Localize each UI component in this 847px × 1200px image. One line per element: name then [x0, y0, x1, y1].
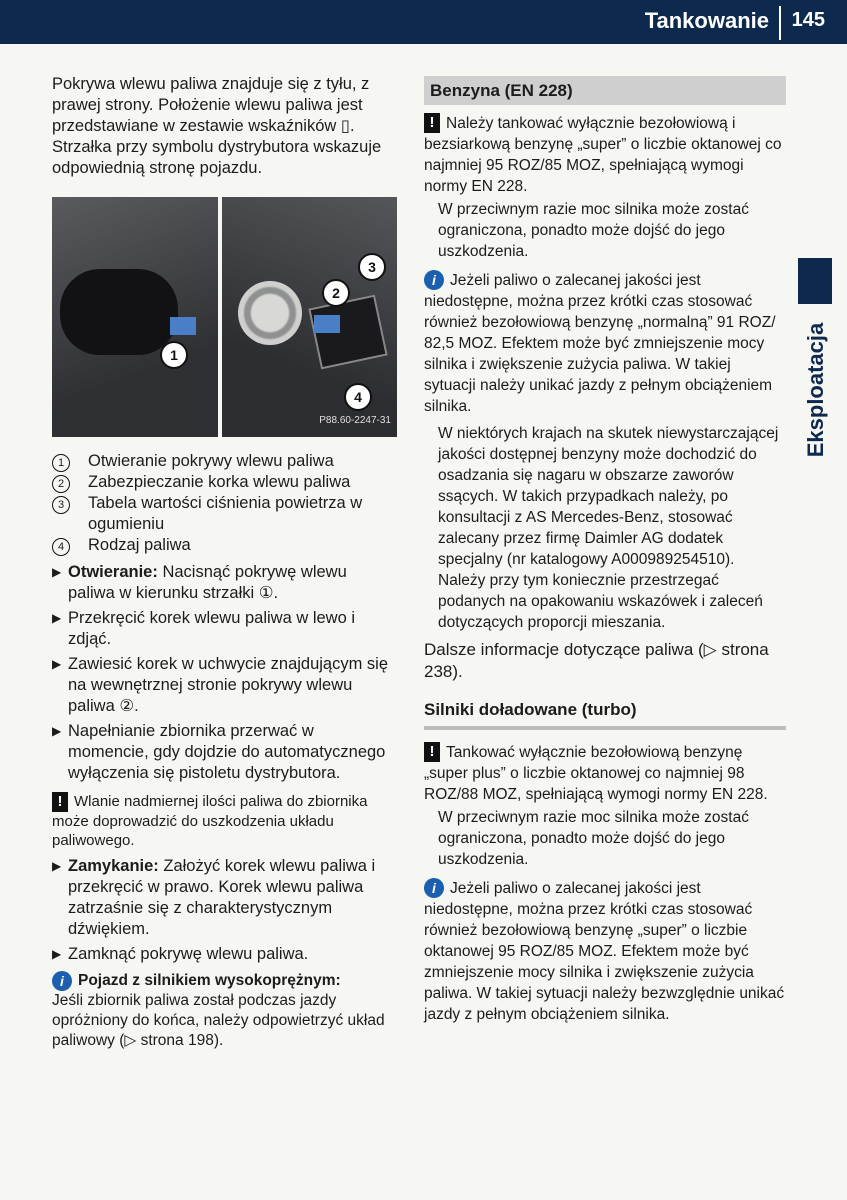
info-note-diesel: i Pojazd z silnikiem wysokoprężnym: Jeśli zbiornik paliwa został podczas jazdy opróżniony do końca, należy odpowietrzyć układ paliwowy (▷ strona 198). [52, 972, 385, 1049]
legend-item: 2 Zabezpieczanie korka wlewu paliwa [52, 472, 397, 493]
intro-text: Pokrywa wlewu paliwa znajduje się z tyłu, z prawej strony. Położenie wlewu paliwa jest przedstawiane w zestawie wskaźników ▯. Strzałka przy symbolu dystrybutora wskazuje odpowiednią stronę pojazdu. [52, 75, 382, 177]
legend-item: 3 Tabela wartości ciśnienia powietrza w ogumieniu [52, 493, 397, 535]
warning-note-cont: W przeciwnym razie moc silnika może zostać ograniczona, ponadto może dojść do jego uszkodzenia. [438, 809, 749, 868]
right-column [424, 76, 786, 1025]
info-note: i Jeżeli paliwo o zalecanej jakości jest niedostępne, można przez krótki czas stosować również bezołowiową benzynę „normalną” 91 ROZ/ 82,5 MOZ. Efektem może być zmniejszenie mocy silnika i zwiększenie zużycia paliwa. W takiej sytuacji należy unikać jazdy z pełnym obciążeniem silnika. [424, 272, 776, 415]
figure-code: P88.60-2247-31 [319, 415, 391, 426]
step-item: ▶ Otwieranie: Nacisnąć pokrywę wlewu paliwa w kierunku strzałki ①. [52, 563, 347, 602]
callout-2: 2 [322, 279, 350, 307]
more-info-text: Dalsze informacje dotyczące paliwa (▷ strona 238). [424, 640, 769, 681]
triangle-bullet-icon: ▶ [52, 657, 62, 671]
triangle-bullet-icon: ▶ [52, 947, 62, 961]
step-item: ▶ Zamknąć pokrywę wlewu paliwa. [52, 945, 309, 963]
warning-note: ! Należy tankować wyłącznie bezołowiową i bezsiarkową benzynę „super” o liczbie oktanowej co najmniej 95 ROZ/85 MOZ, spełniającą wymogi normy EN 228. [424, 114, 782, 195]
info-note: i Jeżeli paliwo o zalecanej jakości jest niedostępne, można przez krótki czas stosować również bezołowiową benzynę „super” o liczbie oktanowej 95 ROZ/85 MOZ. Efektem może być zmniejszenie mocy silnika i zwiększenie zużycia paliwa. W takiej sytuacji należy bezwzględnie unikać jazdy z pełnym obciążeniem silnika. [424, 880, 785, 1023]
triangle-bullet-icon: ▶ [52, 611, 62, 625]
arrow-icon [314, 315, 340, 333]
steps-close [52, 856, 397, 965]
side-tab-marker [798, 258, 832, 304]
fuel-filler-figure [52, 197, 397, 437]
callout-4: 4 [344, 383, 372, 411]
warning-icon: ! [52, 792, 68, 812]
step-item: ▶ Zawiesić korek w uchwycie znajdującym się na wewnętrznej stronie pokrywy wlewu paliwa ②. [52, 655, 389, 715]
warning-note: ! Tankować wyłącznie bezołowiową benzynę „super plus” o liczbie oktanowej co najmniej 98 ROZ/88 MOZ, spełniającą wymogi normy EN 228. [424, 743, 768, 803]
figure-legend [52, 451, 397, 556]
chapter-title: Tankowanie [644, 8, 769, 33]
side-tab-label: Eksploatacja [803, 322, 828, 458]
legend-item: 4 Rodzaj paliwa [52, 535, 397, 556]
page-number: 145 [791, 9, 825, 31]
fuel-flap [60, 269, 178, 355]
triangle-bullet-icon: ▶ [52, 565, 62, 579]
info-note-cont: W niektórych krajach na skutek niewystarczającej jakości dostępnej benzyny może dochodzić do osadzania się nagaru w obszarze zaworów ssących. W takich przypadkach należy, po konsultacji z AS Mercedes-Benz, stosować zalecany przez firmę Daimler AG dodatek specjalny (nr katalogowy A000989254510). Należy przy tym koniecznie przestrzegać podanych na opakowaniu wskazówek i zaleceń dotyczących proporcji mieszania. [438, 425, 779, 631]
callout-1: 1 [160, 341, 188, 369]
info-icon: i [424, 270, 444, 290]
triangle-bullet-icon: ▶ [52, 859, 62, 873]
page-header [0, 0, 847, 44]
warning-note-cont: W przeciwnym razie moc silnika może zostać ograniczona, ponadto może dojść do jego uszkodzenia. [438, 201, 749, 260]
left-column [52, 74, 397, 1051]
section-heading-turbo: Silniki doładowane (turbo) [424, 697, 786, 730]
warning-note: ! Wlanie nadmiernej ilości paliwa do zbiornika może doprowadzić do uszkodzenia układu paliwowego. [52, 793, 368, 849]
info-icon: i [424, 878, 444, 898]
header-divider [779, 6, 781, 40]
arrow-icon [170, 317, 196, 335]
filler-cap [238, 281, 302, 345]
warning-icon: ! [424, 113, 440, 133]
step-item: ▶ Zamykanie: Założyć korek wlewu paliwa i przekręcić w prawo. Korek wlewu paliwa zatrzaśnie się z charakterystycznym dźwiękiem. [52, 857, 376, 938]
legend-item: 1 Otwieranie pokrywy wlewu paliwa [52, 451, 397, 472]
warning-icon: ! [424, 742, 440, 762]
callout-3: 3 [358, 253, 386, 281]
step-item: ▶ Przekręcić korek wlewu paliwa w lewo i zdjąć. [52, 609, 356, 648]
section-heading-petrol: Benzyna (EN 228) [424, 76, 786, 105]
steps-open [52, 562, 397, 784]
info-icon: i [52, 971, 72, 991]
step-item: ▶ Napełnianie zbiornika przerwać w momencie, gdy dojdzie do automatycznego wyłączenia się pistoletu dystrybutora. [52, 722, 386, 782]
triangle-bullet-icon: ▶ [52, 724, 62, 738]
